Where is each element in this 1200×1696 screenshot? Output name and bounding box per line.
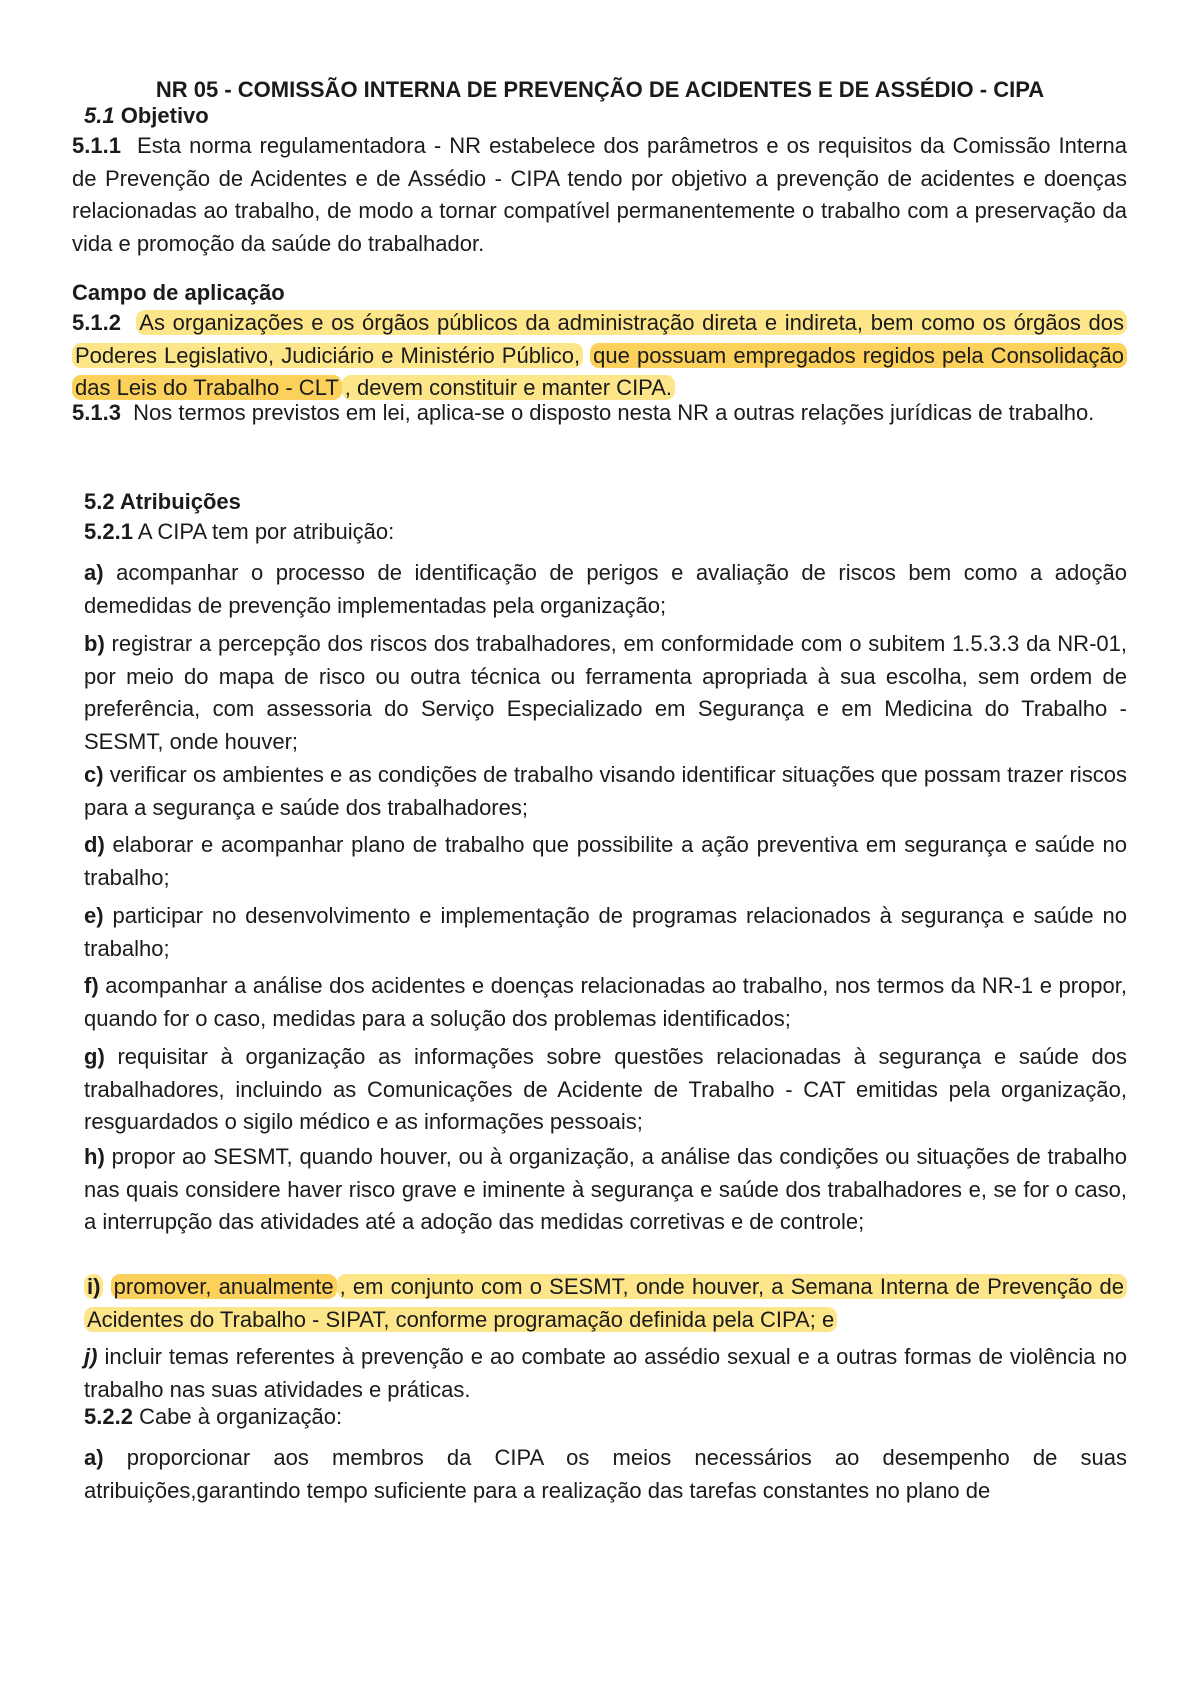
list-item-d [84,829,1127,894]
highlighted-text: As organizações e os órgãos públicos da administração direta e indireta, bem como os órgãos dos Poderes Legislativo, Judiciário e Ministério Público, [72,310,1127,368]
paragraph-text: A CIPA tem por atribuição: [137,519,395,544]
paragraph-5-2-1 [84,516,1127,549]
item-text: acompanhar a análise dos acidentes e doenças relacionadas ao trabalho, nos termos da NR-1 e propor, quando for o caso, medidas para a solução dos problemas identificados; [84,973,1127,1031]
item-letter: d) [84,832,105,857]
paragraph-number: 5.2.1 [84,519,133,544]
item-text: verificar os ambientes e as condições de trabalho visando identificar situações que possam trazer riscos para a segurança e saúde dos trabalhadores; [84,762,1127,820]
heading-text: Campo de aplicação [72,280,285,305]
list-item-a [84,557,1127,622]
highlighted-text: , devem constituir e manter CIPA. [342,375,675,400]
paragraph-5-1-2 [72,307,1127,405]
list-item-h [84,1141,1127,1239]
highlighted-text-strong: que possuam empregados regidos pela Consolidação das Leis do Trabalho - CLT [72,343,1127,401]
item-letter: g) [84,1044,105,1069]
paragraph-number: 5.1.2 [72,310,121,335]
highlighted-text-strong: promover, anualmente [111,1274,337,1299]
list-item-5-2-2-a [84,1442,1127,1507]
list-item-f [84,970,1127,1035]
item-letter: i) [87,1274,101,1299]
item-letter: f) [84,973,99,998]
highlighted-item-letter [84,1274,103,1299]
paragraph-5-1-3 [72,397,1127,430]
paragraph-5-1-1 [72,130,1127,260]
item-text: acompanhar o processo de identificação de perigos e avaliação de riscos bem como a adoção demedidas de prevenção implementadas pela organização; [84,560,1127,618]
paragraph-number: 5.1.1 [72,133,121,158]
section-heading-atribuicoes [84,486,1127,519]
item-text: participar no desenvolvimento e implementação de programas relacionados à segurança e saúde no trabalho; [84,903,1127,961]
document-title: NR 05 - COMISSÃO INTERNA DE PREVENÇÃO DE ACIDENTES E DE ASSÉDIO - CIPA [155,77,1045,102]
section-heading-objetivo [84,100,1127,133]
list-item-j [84,1341,1127,1406]
item-text: elaborar e acompanhar plano de trabalho que possibilite a ação preventiva em segurança e saúde no trabalho; [84,832,1127,890]
item-letter: b) [84,631,105,656]
item-letter: h) [84,1144,105,1169]
item-text: incluir temas referentes à prevenção e ao combate ao assédio sexual e a outras formas de violência no trabalho nas suas atividades e práticas. [84,1344,1127,1402]
item-letter: a) [84,560,104,585]
paragraph-text: Cabe à organização: [139,1404,343,1429]
highlighted-text: , em conjunto com o SESMT, onde houver, a Semana Interna de Prevenção de Acidentes do Trabalho - SIPAT, conforme programação definida pela CIPA; e [84,1274,1127,1332]
item-text: propor ao SESMT, quando houver, ou à organização, a análise das condições ou situações de trabalho nas quais considere haver risco grave e iminente à segurança e saúde dos trabalhadores e, se for o caso, a interrupção das atividades até a adoção das medidas corretivas e de controle; [84,1144,1127,1234]
item-text: registrar a percepção dos riscos dos trabalhadores, em conformidade com o subitem 1.5.3.3 da NR-01, por meio do mapa de risco ou outra técnica ou ferramenta apropriada à sua escolha, sem ordem de preferência, com assessoria do Serviço Especializado em Segurança e em Medicina do Trabalho - SESMT, onde houver; [84,631,1127,754]
section-number: 5.1 [84,103,115,128]
list-item-e [84,900,1127,965]
paragraph-5-2-2 [84,1401,1127,1434]
item-letter: j) [84,1344,98,1369]
heading-text: 5.2 Atribuições [84,489,241,514]
list-item-b [84,628,1127,758]
paragraph-text: Nos termos previstos em lei, aplica-se o disposto nesta NR a outras relações jurídicas de trabalho. [133,400,1095,425]
item-text: proporcionar aos membros da CIPA os meios necessários ao desempenho de suas atribuições,garantindo tempo suficiente para a realização das tarefas constantes no plano de [84,1445,1127,1503]
section-heading-campo [72,277,1127,310]
paragraph-number: 5.1.3 [72,400,121,425]
paragraph-text: Esta norma regulamentadora - NR estabelece dos parâmetros e os requisitos da Comissão Interna de Prevenção de Acidentes e de Assédio - CIPA tendo por objetivo a prevenção de acidentes e doenças relacionadas ao trabalho, de modo a tornar compatível permanentemente o trabalho com a preservação da vida e promoção da saúde do trabalhador. [72,133,1127,256]
item-letter: c) [84,762,104,787]
item-letter: a) [84,1445,104,1470]
paragraph-number: 5.2.2 [84,1404,133,1429]
list-item-g [84,1041,1127,1139]
list-item-c [84,759,1127,824]
list-item-i [84,1271,1127,1336]
item-text: requisitar à organização as informações sobre questões relacionadas à segurança e saúde dos trabalhadores, incluindo as Comunicações de Acidente de Trabalho - CAT emitidas pela organização, resguardados o sigilo médico e as informações pessoais; [84,1044,1127,1134]
item-letter: e) [84,903,104,928]
section-label: Objetivo [120,103,209,128]
